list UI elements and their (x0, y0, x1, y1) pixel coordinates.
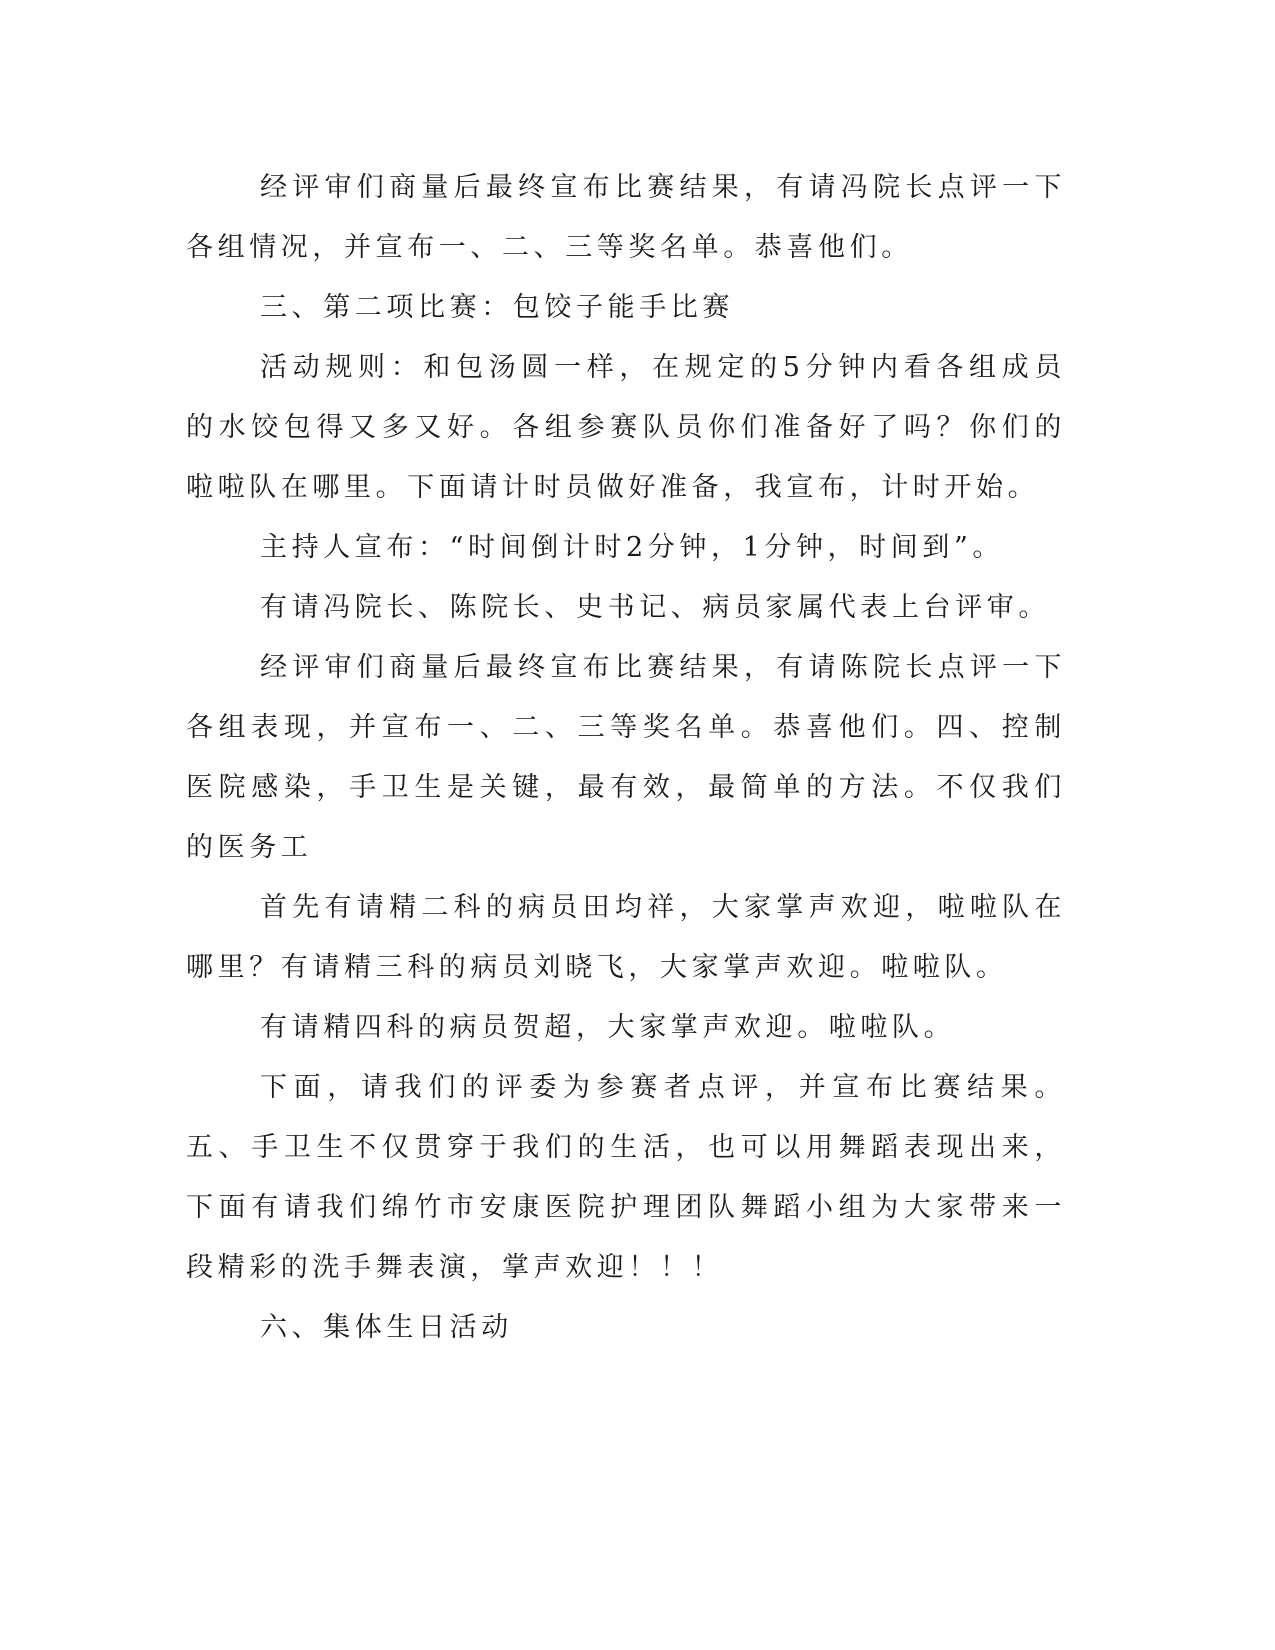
paragraph-handwash-dance: 下面，请我们的评委为参赛者点评，并宣布比赛结果。五、手卫生不仅贯穿于我们的生活，也可以用舞蹈表现出来，下面有请我们绵竹市安康医院护理团队舞蹈小组为大家带来一段精彩的洗手舞表演，掌声欢迎！！！ (186, 1072, 1066, 1283)
paragraph-results-1: 经评审们商量后最终宣布比赛结果，有请冯院长点评一下各组情况，并宣布一、二、三等奖名单。恭喜他们。 (186, 172, 1066, 263)
document-body (186, 158, 1066, 1358)
paragraph-activity-rules: 活动规则：和包汤圆一样，在规定的5分钟内看各组成员的水饺包得又多又好。各组参赛队员你们准备好了吗？你们的啦啦队在哪里。下面请计时员做好准备，我宣布，计时开始。 (186, 352, 1066, 503)
paragraph-section-6-heading: 六、集体生日活动 (260, 1312, 513, 1343)
paragraph-patient-invite-1: 首先有请精二科的病员田均祥，大家掌声欢迎，啦啦队在哪里？有请精三科的病员刘晓飞，大家掌声欢迎。啦啦队。 (186, 892, 1066, 983)
paragraph-section-3-heading: 三、第二项比赛：包饺子能手比赛 (260, 292, 734, 323)
paragraph-judges-invite: 有请冯院长、陈院长、史书记、病员家属代表上台评审。 (260, 592, 1050, 623)
paragraph-results-2: 经评审们商量后最终宣布比赛结果，有请陈院长点评一下各组表现，并宣布一、二、三等奖名单。恭喜他们。四、控制医院感染，手卫生是关键，最有效，最简单的方法。不仅我们的医务工 (186, 652, 1066, 863)
paragraph-patient-invite-2: 有请精四科的病员贺超，大家掌声欢迎。啦啦队。 (260, 1012, 956, 1043)
paragraph-host-announcement: 主持人宣布：“时间倒计时2分钟，1分钟，时间到”。 (260, 532, 1004, 563)
